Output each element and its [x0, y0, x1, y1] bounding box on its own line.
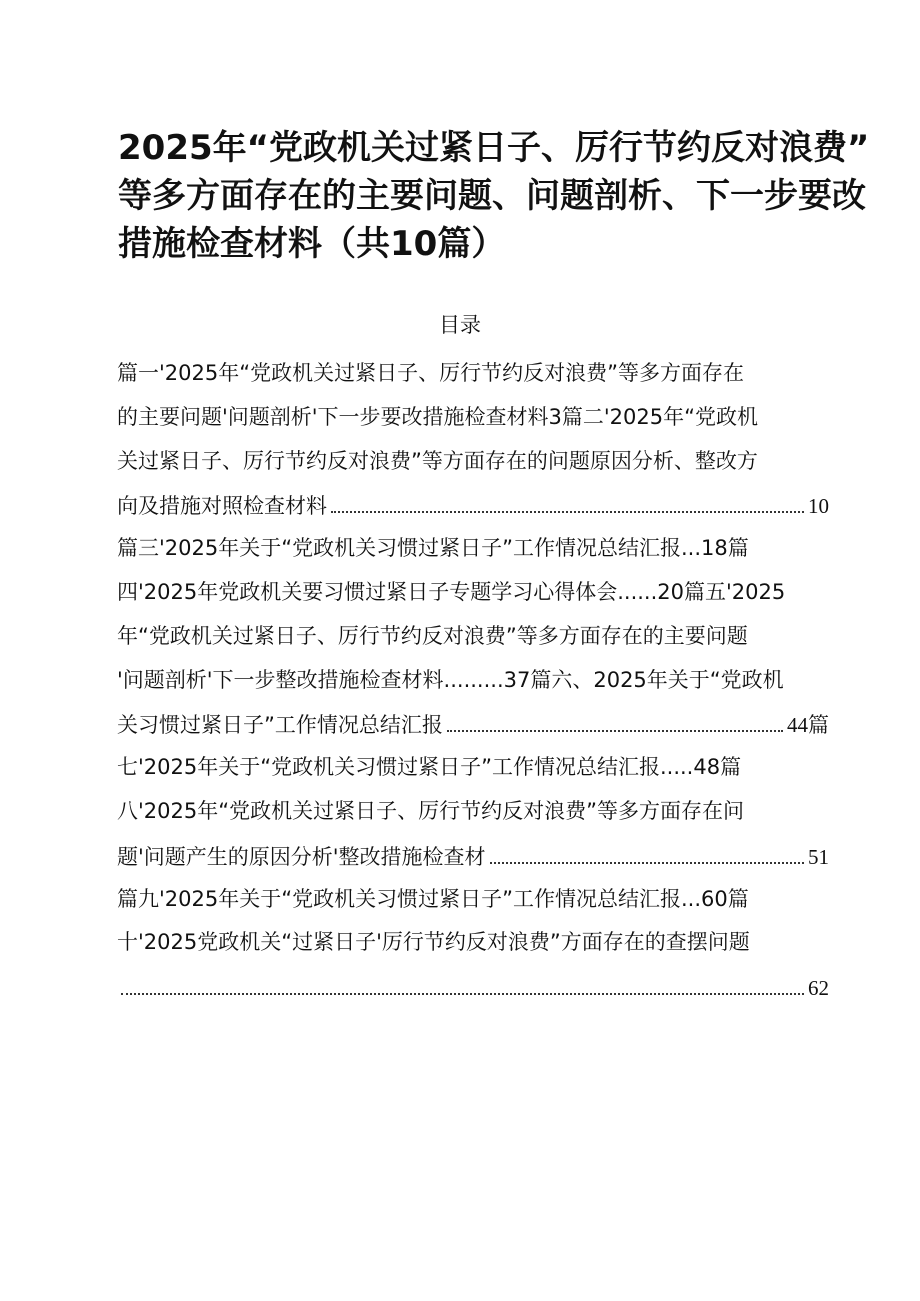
- toc-page-number: 51: [808, 844, 829, 869]
- toc-line: 八'2025年“党政机关过紧日子、厉行节约反对浪费”等多方面存在问: [117, 798, 744, 823]
- toc-line: 篇一'2025年“党政机关过紧日子、厉行节约反对浪费”等多方面存在: [117, 361, 744, 385]
- toc-heading: 目录: [439, 313, 481, 337]
- toc-line: 年“党政机关过紧日子、厉行节约反对浪费”等多方面存在的主要问题: [117, 623, 748, 648]
- dot-leader: [331, 485, 804, 513]
- toc-line: 关过紧日子、厉行节约反对浪费”等方面存在的问题原因分析、整改方: [117, 448, 758, 473]
- toc-leader-line: [117, 967, 829, 1011]
- document-title: [118, 124, 870, 268]
- toc-line: 七'2025年关于“党政机关习惯过紧日子”工作情况总结汇报.....48篇: [117, 755, 742, 780]
- dot-leader: [121, 967, 804, 995]
- toc-line: 篇九'2025年关于“党政机关习惯过紧日子”工作情况总结汇报...60篇: [117, 886, 749, 911]
- toc-entry-text: 题'问题产生的原因分析'整改措施检查材: [117, 844, 486, 869]
- toc-page-number: 10: [808, 494, 829, 519]
- toc-page-number: 62: [808, 976, 829, 1001]
- table-of-contents: [117, 354, 829, 1011]
- toc-line: 四'2025年党政机关要习惯过紧日子专题学习心得体会......20篇五'2025: [117, 579, 786, 604]
- toc-leader-line: [117, 836, 829, 880]
- title-line: 2025年“党政机关过紧日子、厉行节约反对浪费”: [118, 128, 870, 168]
- toc-line: 十'2025党政机关“过紧日子'厉行节约反对浪费”方面存在的查摆问题: [117, 930, 750, 955]
- title-line: 等多方面存在的主要问题、问题剖析、下一步要改: [118, 176, 866, 216]
- title-line: 措施检查材料（共10篇）: [118, 224, 506, 264]
- toc-line: '问题剖析'下一步整改措施检查材料.........37篇六、2025年关于“党政机: [117, 667, 784, 692]
- toc-line: 篇三'2025年关于“党政机关习惯过紧日子”工作情况总结汇报...18篇: [117, 536, 749, 561]
- toc-line: 的主要问题'问题剖析'下一步要改措施检查材料3篇二'2025年“党政机: [117, 404, 759, 429]
- toc-page-number: 44篇: [787, 713, 829, 738]
- toc-leader-line: [117, 485, 829, 529]
- dot-leader: [447, 704, 783, 732]
- toc-leader-line: [117, 704, 829, 748]
- toc-entry-text: 向及措施对照检查材料: [117, 494, 327, 519]
- toc-entry-text: 关习惯过紧日子”工作情况总结汇报: [117, 713, 443, 738]
- dot-leader: [490, 836, 804, 864]
